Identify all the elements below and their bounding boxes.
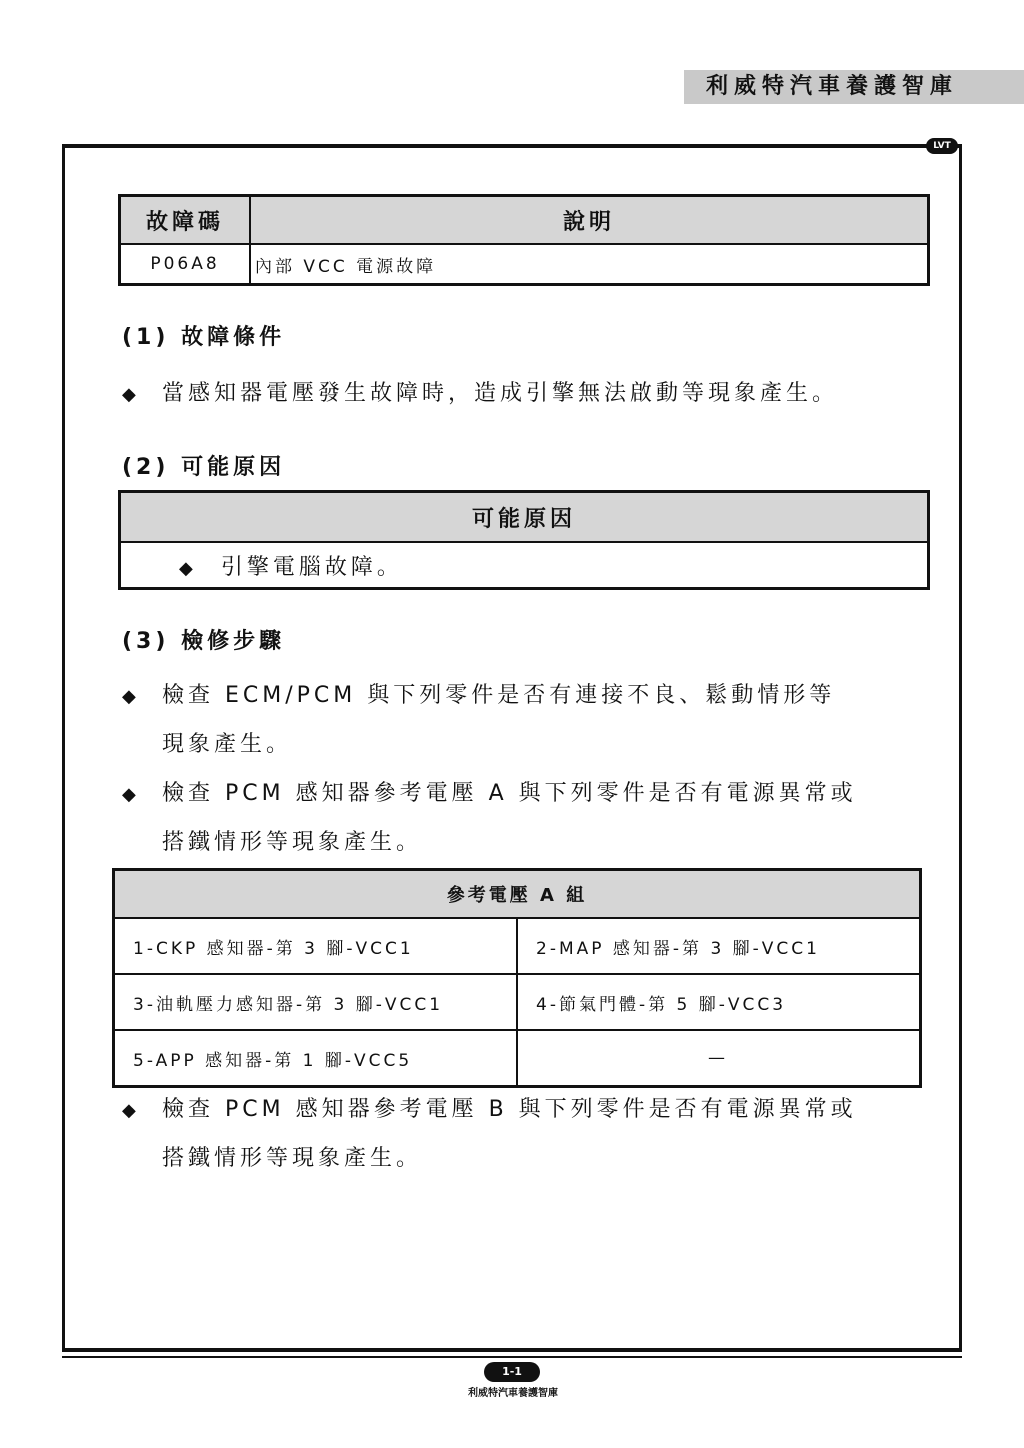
section-3-bullet-3 (122, 1086, 857, 1183)
lvt-logo: LVT (926, 138, 958, 154)
section-3-bullet-2 (122, 770, 857, 867)
cause-table-header: 可能原因 (120, 492, 929, 543)
ref-cell: 3-油軌壓力感知器-第 3 腳-VCC1 (114, 974, 518, 1030)
bullet-text-line1: 檢查 PCM 感知器參考電壓 B 與下列零件是否有電源異常或 (162, 1097, 857, 1122)
bullet-text-line2: 搭鐵情形等現象產生。 (162, 830, 423, 855)
dtc-col-code-header: 故障碼 (120, 196, 251, 245)
section-1-bullet (122, 370, 838, 419)
bullet-diamond-icon: ◆ (122, 384, 140, 405)
cause-item-text: 引擎電腦故障。 (220, 554, 403, 580)
section-2-title: (2) 可能原因 (122, 455, 286, 480)
bullet-diamond-icon: ◆ (122, 1100, 140, 1121)
section-3-title: (3) 檢修步驟 (122, 629, 286, 654)
bullet-text-line1: 檢查 ECM/PCM 與下列零件是否有連接不良、鬆動情形等 (162, 683, 836, 708)
bullet-diamond-icon: ◆ (122, 686, 140, 707)
bullet-text-line1: 檢查 PCM 感知器參考電壓 A 與下列零件是否有電源異常或 (162, 781, 857, 806)
bullet-diamond-icon: ◆ (122, 784, 140, 805)
reference-voltage-a-table (112, 868, 922, 1088)
section-3-bullet-1 (122, 672, 835, 769)
section-1-title: (1) 故障條件 (122, 325, 286, 350)
cause-item (120, 542, 929, 589)
cause-table (118, 490, 930, 590)
dtc-desc-cell: 內部 VCC 電源故障 (250, 244, 929, 285)
bullet-text-line2: 搭鐵情形等現象產生。 (162, 1146, 423, 1171)
dtc-table (118, 194, 930, 286)
ref-table-header: 參考電壓 A 組 (114, 870, 921, 919)
bullet-diamond-icon: ◆ (179, 557, 197, 579)
bullet-text: 當感知器電壓發生故障時，造成引擎無法啟動等現象產生。 (162, 381, 839, 406)
page-number: 1-1 (484, 1362, 540, 1382)
ref-cell: 1-CKP 感知器-第 3 腳-VCC1 (114, 918, 518, 974)
bullet-text-line2: 現象產生。 (162, 732, 293, 757)
ref-cell: 5-APP 感知器-第 1 腳-VCC5 (114, 1030, 518, 1087)
ref-cell: 4-節氣門體-第 5 腳-VCC3 (517, 974, 921, 1030)
ref-cell-empty: — (517, 1030, 921, 1087)
dtc-col-desc-header: 說明 (250, 196, 929, 245)
ref-cell: 2-MAP 感知器-第 3 腳-VCC1 (517, 918, 921, 974)
dtc-code-cell: P06A8 (120, 244, 251, 285)
footer-brand: 利威特汽車養護智庫 (468, 1388, 558, 1399)
header-brand-tab: 利威特汽車養護智庫 (684, 70, 1024, 104)
